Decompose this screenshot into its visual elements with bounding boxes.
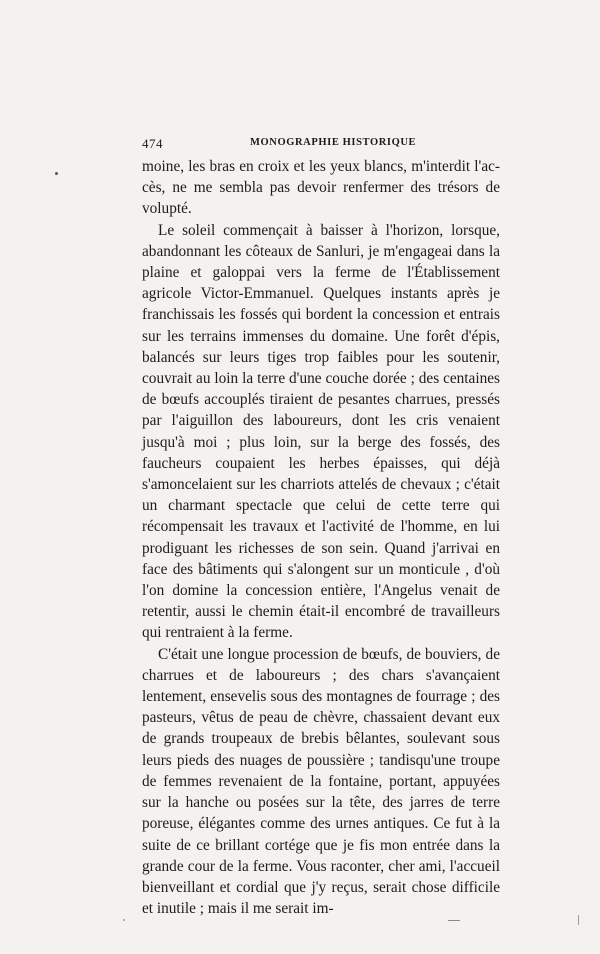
ink-speck: [55, 172, 58, 175]
ink-mark: [578, 915, 579, 925]
ink-mark: [448, 920, 460, 921]
page-number: 474: [142, 136, 163, 151]
ink-speck: [123, 919, 125, 921]
paragraph-2: Le soleil commençait à baisser à l'horizon, lorsque, abandonnant les côteaux de Sanluri, je m'engageai dans la plaine et galoppai vers la ferme de l'Établissement agricole Victor-Emmanuel. Quelques instants après je franchissais les fossés qui bordent la concession et entrais sur les terrains immenses du domaine. Une forêt d'épis, balancés sur leurs tiges trop faibles pour les soutenir, couvrait au loin la terre d'une couche dorée ; des centaines de bœufs accouplés tiraient de pesantes charrues, pressés par l'aiguillon des laboureurs, dont les cris venaient jusqu'à moi ; plus loin, sur la berge des fossés, des faucheurs coupaient les herbes épaisses, qui déjà s'amoncelaient sur les charriots attelés de chevaux ; c'était un charmant spectacle que celui de cette terre qui récompensait les travaux et l'activité de l'homme, en lui prodiguant les richesses de son sein. Quand j'arrivai en face des bâtiments qui s'alongent sur un monticule , d'où l'on domine la concession entière, l'Angelus venait de retentir, aussi le chemin était-il encombré de travailleurs qui rentraient à la ferme.: [142, 221, 500, 642]
page-header: [142, 136, 500, 154]
body-text: [142, 156, 500, 919]
paragraph-1: moine, les bras en croix et les yeux blancs, m'interdit l'ac-cès, ne me sembla pas devoir renfermer des trésors de volupté.: [142, 158, 500, 218]
running-head: MONOGRAPHIE HISTORIQUE: [250, 137, 417, 148]
paragraph-3: C'était une longue procession de bœufs, de bouviers, de charrues et de laboureurs ; des chars s'avançaient lentement, ensevelis sous des montagnes de fourrage ; des pasteurs, vêtus de peau de chèvre, chassaient devant eux de grands troupeaux de brebis bêlantes, soulevant sous leurs pieds des nuages de poussière ; tandisqu'une troupe de femmes revenaient de la fontaine, portant, appuyées sur la hanche ou posées sur la tête, des jarres de terre poreuse, élégantes comme des urnes antiques. Ce fut à la suite de ce brillant cortége que je fis mon entrée dans la grande cour de la ferme. Vous raconter, cher ami, l'accueil bienveillant et cordial que j'y reçus, serait chose difficile et inutile ; mais il me serait im-: [142, 645, 500, 918]
